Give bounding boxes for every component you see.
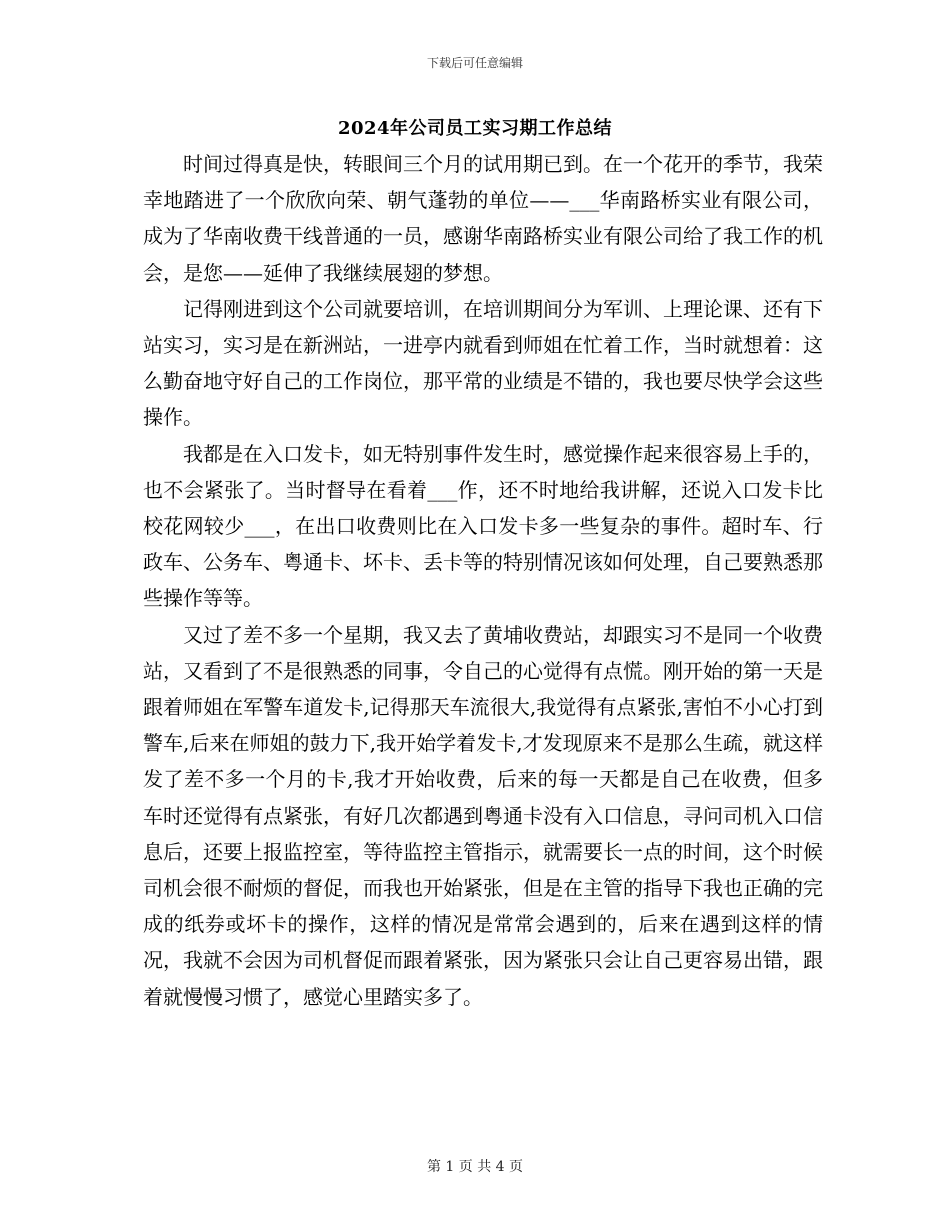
header-note: 下载后可任意编辑 [426, 56, 523, 70]
paragraph-1: 时间过得真是快，转眼间三个月的试用期已到。在一个花开的季节，我荣幸地踏进了一个欣欣向荣、朝气蓬勃的单位——___华南路桥实业有限公司，成为了华南收费干线普通的一员，感谢华南路桥实业有限公司给了我工作的机会，是您——延伸了我继续展翅的梦想。 [143, 152, 823, 285]
page-number: 第 1 页 共 4 页 [426, 1159, 524, 1175]
document-body [143, 146, 823, 1015]
paragraph-3: 我都是在入口发卡，如无特别事件发生时，感觉操作起来很容易上手的，也不会紧张了。当时督导在看着___作，还不时地给我讲解，还说入口发卡比校花网较少___，在出口收费则比在入口发卡多一些复杂的事件。超时车、行政车、公务车、粤通卡、坏卡、丢卡等的特别情况该如何处理，自己要熟悉那些操作等等。 [143, 441, 823, 611]
paragraph-4: 又过了差不多一个星期，我又去了黄埔收费站，却跟实习不是同一个收费站，又看到了不是很熟悉的同事，令自己的心觉得有点慌。刚开始的第一天是跟着师姐在军警车道发卡,记得那天车流很大,我觉得有点紧张,害怕不小心打到警车,后来在师姐的鼓力下,我开始学着发卡,才发现原来不是那么生疏，就这样发了差不多一个月的卡,我才开始收费，后来的每一天都是自己在收费，但多车时还觉得有点紧张，有好几次都遇到粤通卡没有入口信息，寻问司机入口信息后，还要上报监控室，等待监控主管指示，就需要长一点的时间，这个时候司机会很不耐烦的督促，而我也开始紧张，但是在主管的指导下我也正确的完成的纸券或坏卡的操作，这样的情况是常常会遇到的，后来在遇到这样的情况，我就不会因为司机督促而跟着紧张，因为紧张只会让自己更容易出错，跟着就慢慢习惯了，感觉心里踏实多了。 [143, 622, 823, 1009]
paragraph-2: 记得刚进到这个公司就要培训，在培训期间分为军训、上理论课、还有下站实习，实习是在新洲站，一进亭内就看到师姐在忙着工作，当时就想着：这么勤奋地守好自己的工作岗位，那平常的业绩是不错的，我也要尽快学会这些操作。 [143, 296, 823, 430]
document-title: 2024年公司员工实习期工作总结 [337, 118, 613, 139]
